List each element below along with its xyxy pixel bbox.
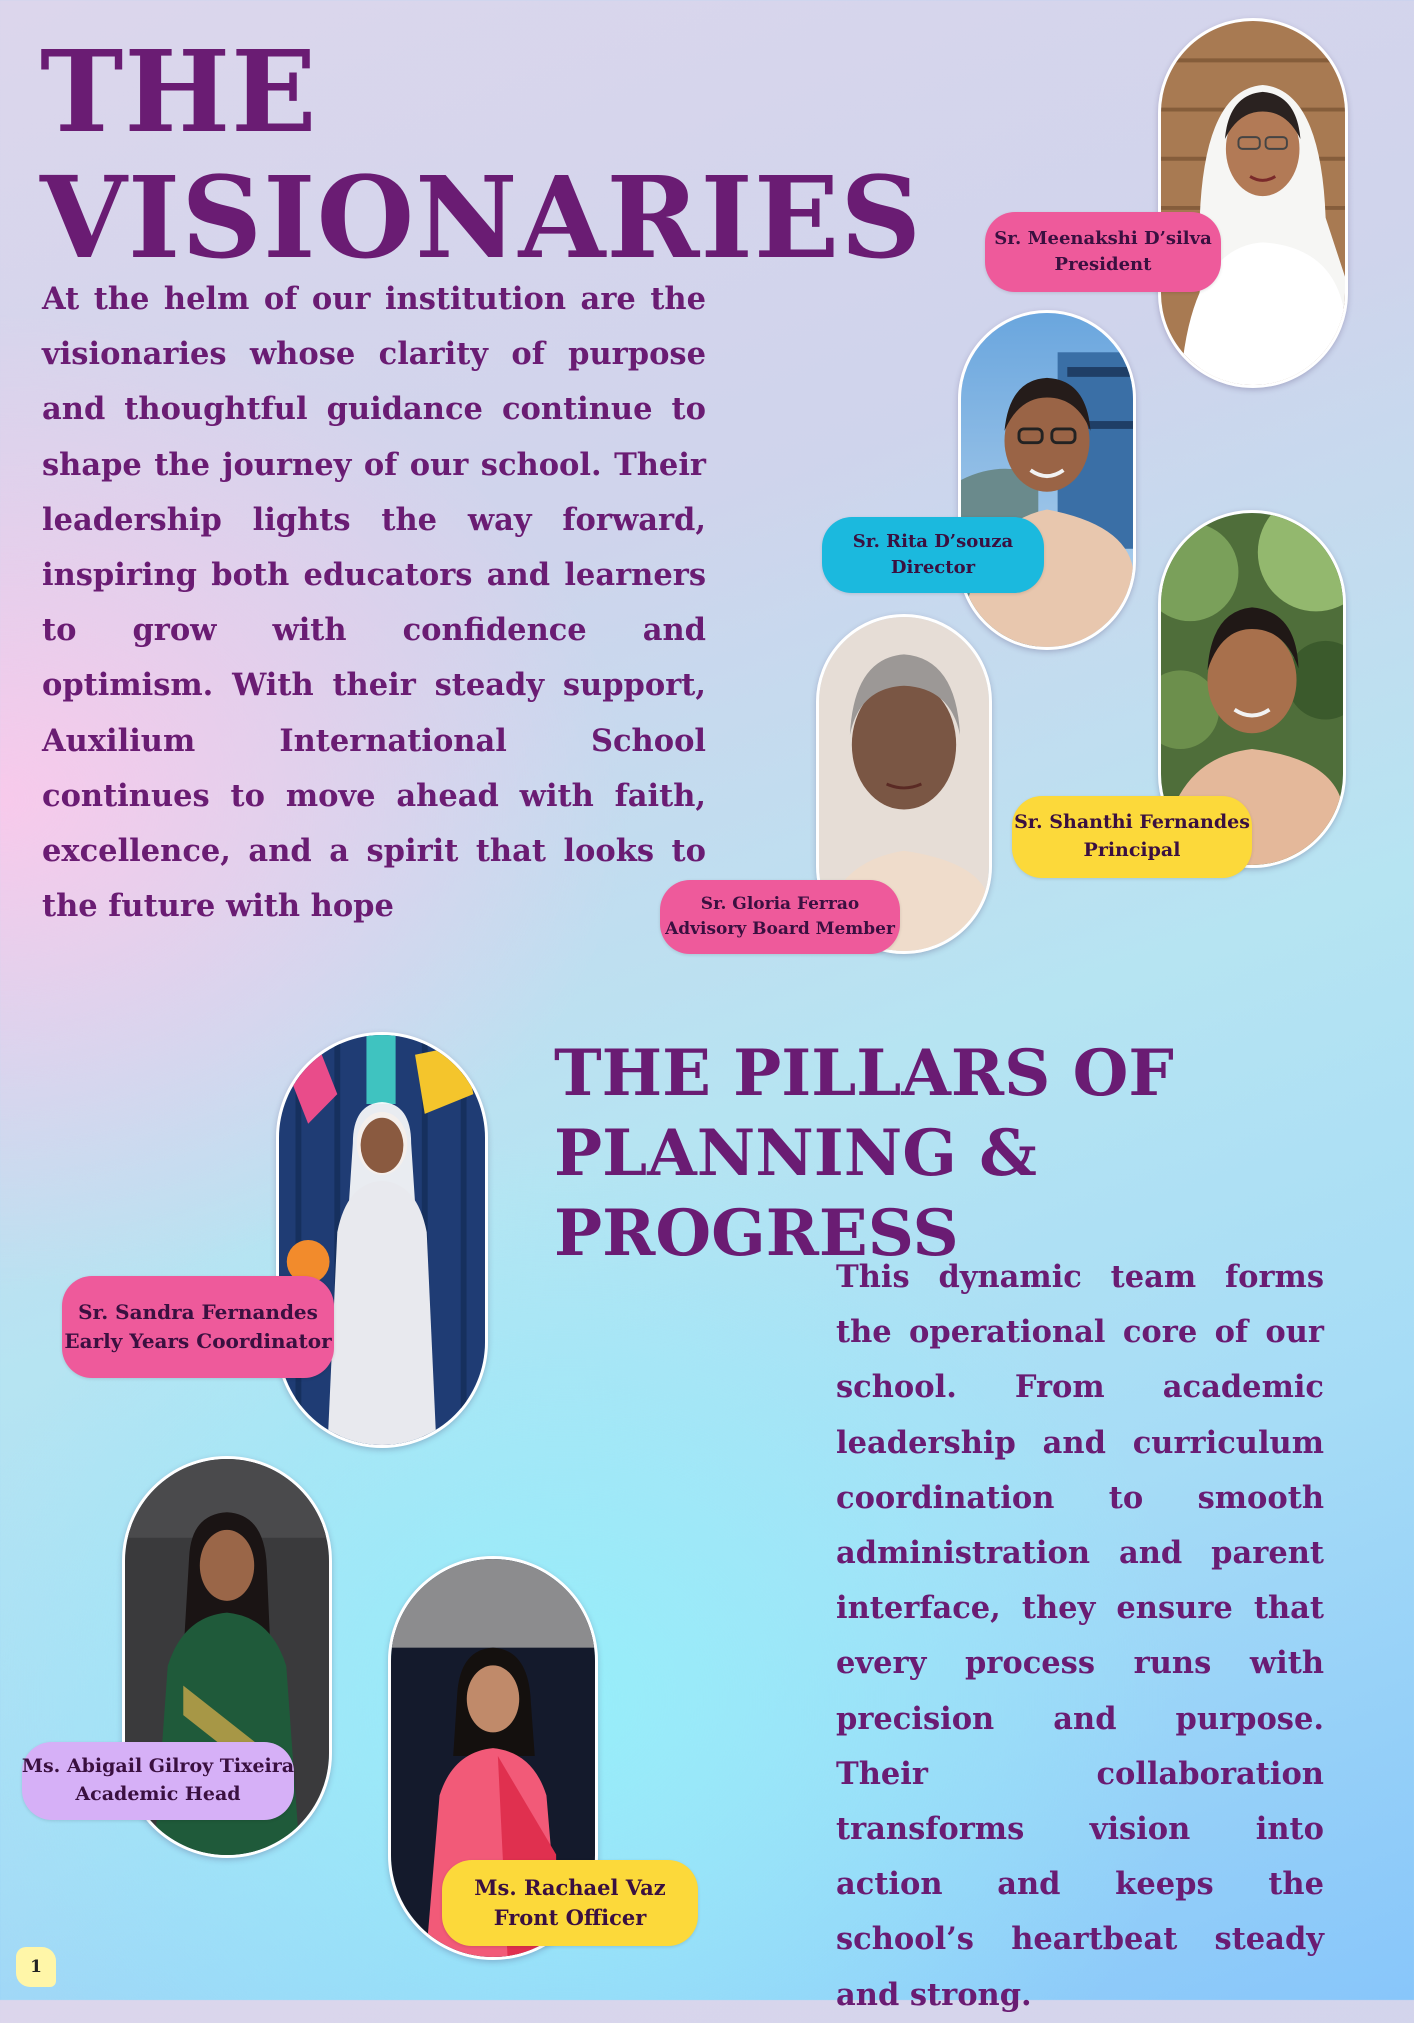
tag-director-role: Director xyxy=(890,557,976,578)
tag-principal-role: Principal xyxy=(1083,839,1181,861)
tag-director-name: Sr. Rita D’souza xyxy=(852,530,1014,552)
tag-academic-head-role: Academic Head xyxy=(75,1783,241,1805)
tag-advisory xyxy=(660,880,900,954)
tag-president-role: President xyxy=(1054,254,1152,275)
pillars-paragraph: This dynamic team forms the operational core of our school. From academic leadership and curriculum coordination to smooth administration and parent interface, they ensure that every process runs with precision and purpose. Their collaboration transforms vision into action and keeps the school’s heartbeat steady and strong. xyxy=(836,1259,1324,2013)
page-number: 1 xyxy=(16,1947,56,1987)
tag-academic-head-name: Ms. Abigail Gilroy Tixeira xyxy=(21,1755,295,1778)
tag-academic-head xyxy=(22,1742,294,1820)
tag-president xyxy=(985,212,1221,292)
tag-advisory-name: Sr. Gloria Ferrao xyxy=(700,894,860,915)
photo-president xyxy=(1158,18,1348,388)
tag-early-years-role: Early Years Coordinator xyxy=(64,1329,332,1353)
tag-front-officer-name: Ms. Rachael Vaz xyxy=(474,1874,666,1900)
photo-director xyxy=(958,310,1136,650)
tag-president-name: Sr. Meenakshi D’silva xyxy=(994,227,1212,249)
tag-early-years xyxy=(62,1276,334,1378)
tag-early-years-name: Sr. Sandra Fernandes xyxy=(78,1300,318,1324)
tag-principal-name: Sr. Shanthi Fernandes xyxy=(1014,811,1250,834)
tag-principal xyxy=(1012,796,1252,878)
tag-director xyxy=(822,517,1044,593)
tag-front-officer xyxy=(442,1860,698,1946)
visionaries-paragraph: At the helm of our institution are the visionaries whose clarity of purpose and thoughtful guidance continue to shape the journey of our school. Their leadership lights the way forward, inspiring both educators and learners to grow with confidence and optimism. With their steady support, Auxilium International School continues to move ahead with faith, excellence, and a spirit that looks to the future with hope xyxy=(42,281,706,925)
photo-early-years xyxy=(276,1032,488,1448)
tag-advisory-role: Advisory Board Member xyxy=(665,919,895,939)
pillars-title: THE PILLARS OF PLANNING & PROGRESS xyxy=(554,1036,1174,1271)
visionaries-title: THE VISIONARIES xyxy=(40,27,923,284)
tag-front-officer-role: Front Officer xyxy=(493,1905,647,1930)
